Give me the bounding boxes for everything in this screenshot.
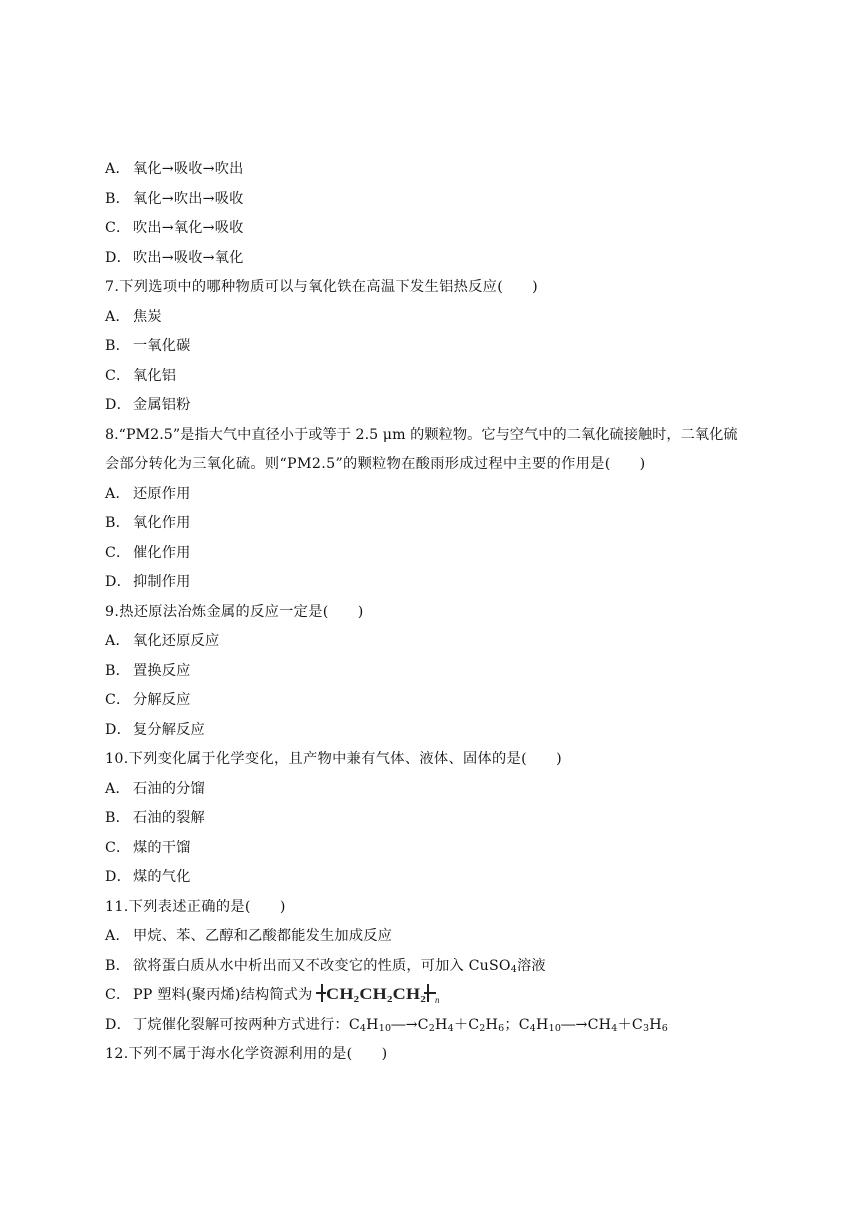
q8-option-c: C． 催化作用 [105, 544, 191, 561]
q8-stem-line1: 8.“PM2.5”是指大气中直径小于或等于 2.5 μm 的颗粒物。它与空气中的二氧化硫接触时，二氧化硫 [105, 426, 738, 443]
q6-option-c: C． 吹出→氧化→吸收 [105, 220, 244, 236]
q11-option-b: B． 欲将蛋白质从水中析出而又不改变它的性质，可加入 CuSO$_4$溶液 [105, 957, 546, 975]
q11-stem: 11.下列表述正确的是( ) [105, 898, 286, 915]
q11-option-d: D． 丁烷催化裂解可按两种方式进行：$C_4H_{10}―\to C_2H_4+C_2H_6$；$C_4H_{10}―\to CH_4+C_3H_6$ [105, 1016, 669, 1034]
q12-stem: 12.下列不属于海水化学资源利用的是( ) [105, 1046, 388, 1062]
q10-option-c: C． 煤的干馏 [105, 839, 191, 856]
q7-option-c: C． 氧化铝 [105, 367, 177, 384]
q10-option-d: D． 煤的气化 [105, 869, 191, 885]
q7-stem: 7.下列选项中的哪种物质可以与氧化铁在高温下发生铝热反应( ) [105, 279, 539, 295]
q11-option-a: A． 甲烷、苯、乙醇和乙酸都能发生加成反应 [105, 928, 392, 944]
q7-option-d: D． 金属铝粉 [105, 397, 191, 413]
q9-option-d: D． 复分解反应 [105, 721, 205, 738]
q9-option-b: B． 置换反应 [105, 662, 191, 679]
q7-option-a: A． 焦炭 [105, 308, 162, 325]
q9-option-a: A． 氧化还原反应 [105, 633, 220, 649]
polymer-repeat-unit-label: CH₂CH₂CH₂ [325, 986, 426, 1003]
q8-stem-line2: 会部分转化为三氧化硫。则“PM2.5”的颗粒物在酸雨形成过程中主要的作用是( ) [105, 456, 646, 472]
q11-option-c: C． PP 塑料(聚丙烯)结构简式为 CH₂CH₂CH₂ n [105, 981, 765, 1011]
q6-option-d: D． 吹出→吸收→氧化 [105, 249, 244, 266]
q8-option-b: B． 氧化作用 [105, 515, 191, 531]
q7-option-b: B． 一氧化碳 [105, 338, 191, 354]
q9-stem: 9.热还原法冶炼金属的反应一定是( ) [105, 603, 364, 620]
q9-option-c: C． 分解反应 [105, 692, 191, 708]
question-sheet [105, 155, 765, 1070]
q6-option-a: A． 氧化→吸收→吹出 [105, 161, 244, 177]
q8-option-d: D． 抑制作用 [105, 574, 191, 590]
q6-option-b: B． 氧化→吹出→吸收 [105, 190, 244, 207]
q10-option-b: B． 石油的裂解 [105, 810, 205, 826]
q8-option-a: A． 还原作用 [105, 485, 191, 502]
polymer-n-subscript: n [434, 995, 440, 1005]
q10-option-a: A． 石油的分馏 [105, 780, 205, 797]
q10-stem: 10.下列变化属于化学变化，且产物中兼有气体、液体、固体的是( ) [105, 751, 562, 767]
